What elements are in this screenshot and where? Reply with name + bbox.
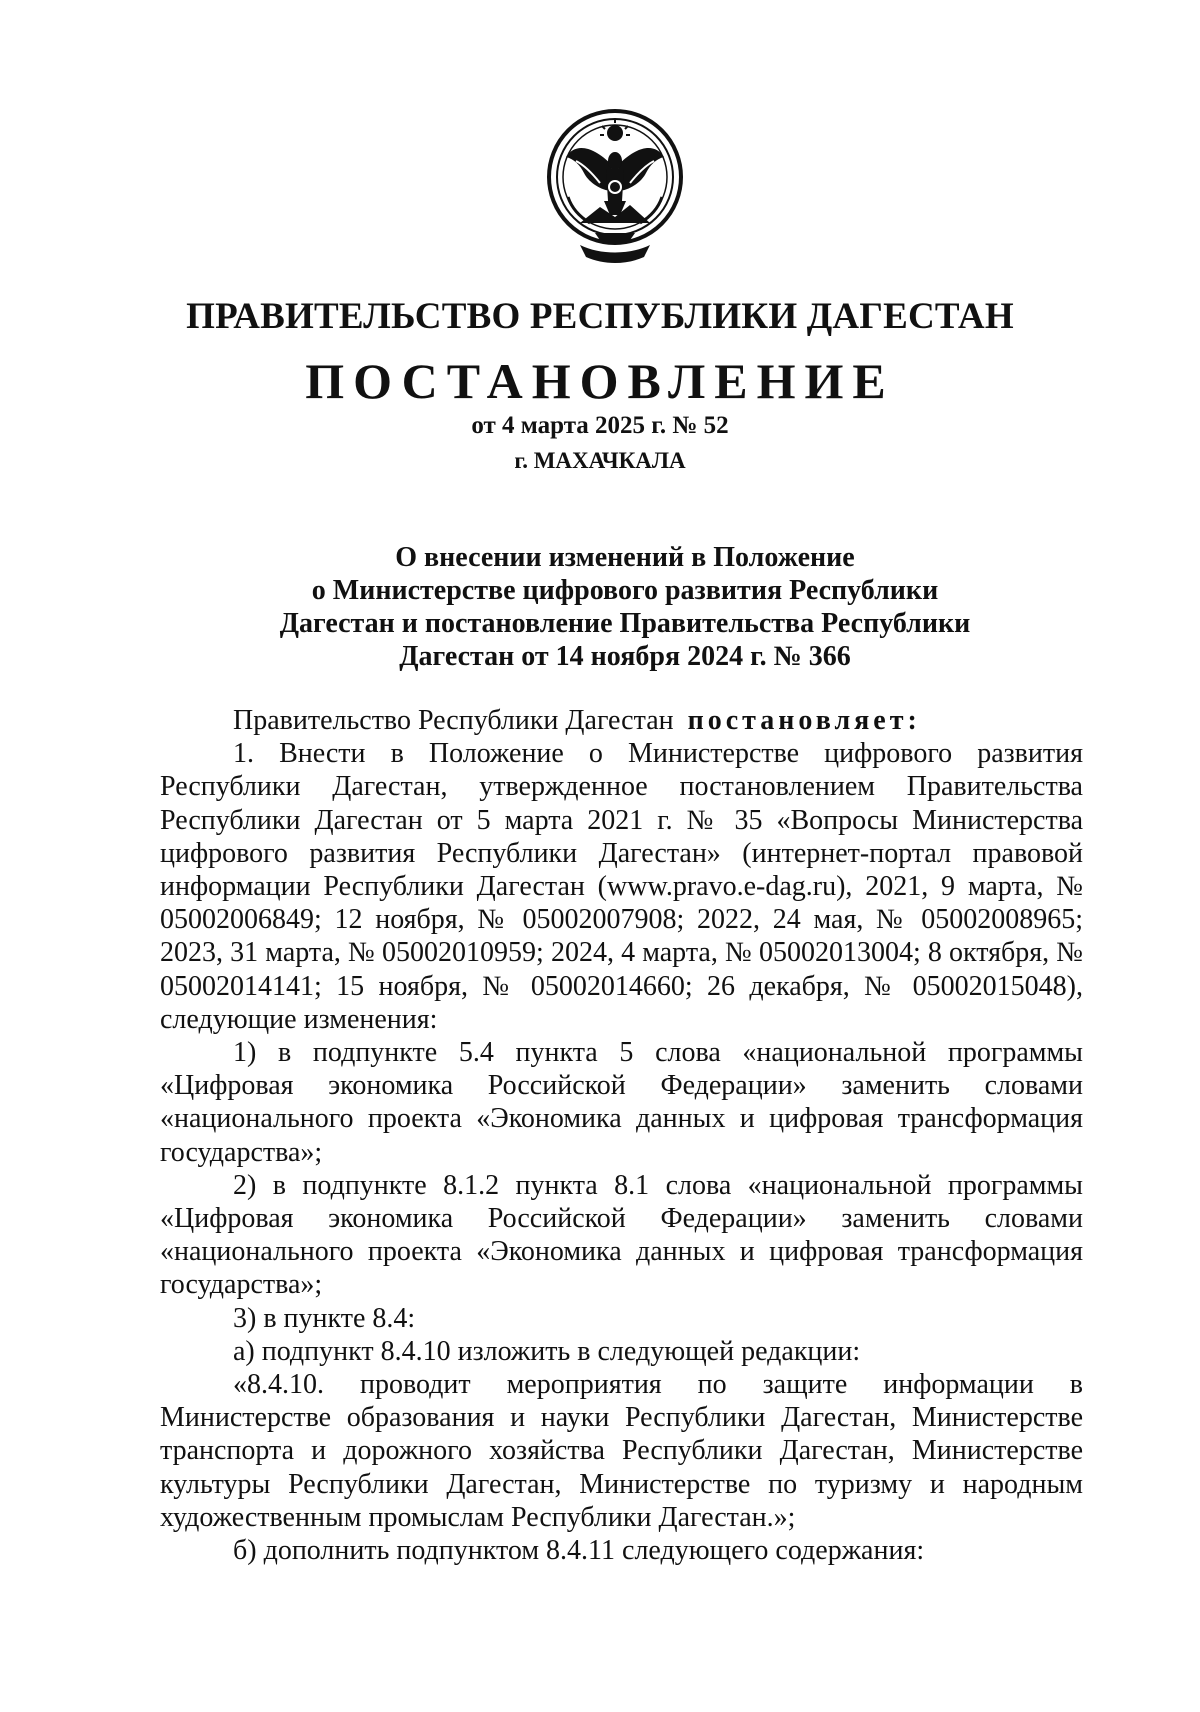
preamble-text: Правительство Республики Дагестан bbox=[233, 705, 674, 736]
document-date-number: от 4 марта 2025 г. № 52 bbox=[471, 412, 729, 439]
subject-line: о Министерстве цифрового развития Республики bbox=[311, 575, 939, 606]
coat-of-arms-icon bbox=[540, 105, 690, 275]
subject-line: О внесении изменений в Положение bbox=[395, 542, 855, 573]
body-paragraph: «8.4.10. проводит мероприятия по защите информации в Министерстве образования и науки Республики Дагестан, Министерстве транспорта и дорожного хозяйства Республики Дагестан, Министерстве культуры Республики Дагестан, Министерстве по туризму и народным художественным промыслам Республики Дагестан.»; bbox=[160, 1369, 1083, 1533]
preamble-paragraph bbox=[160, 704, 1083, 737]
subject-line: Дагестан от 14 ноября 2024 г. № 366 bbox=[399, 641, 851, 672]
body-paragraph: 3) в пункте 8.4: bbox=[233, 1302, 416, 1334]
subject-line: Дагестан и постановление Правительства Республики bbox=[279, 608, 971, 639]
document-city: г. МАХАЧКАЛА bbox=[514, 448, 686, 473]
body-paragraph: 1) в подпункте 5.4 пункта 5 слова «национальной программы «Цифровая экономика Российской Федерации» заменить словами «национального проекта «Экономика данных и цифровая трансформация государства»; bbox=[160, 1037, 1083, 1168]
document-type-title: ПОСТАНОВЛЕНИЕ bbox=[305, 353, 895, 409]
body-paragraph: б) дополнить подпунктом 8.4.11 следующего содержания: bbox=[233, 1535, 925, 1567]
body-paragraph: 1. Внести в Положение о Министерстве цифрового развития Республики Дагестан, утвержденное постановлением Правительства Республики Дагестан от 5 марта 2021 г. № 35 «Вопросы Министерства цифрового развития Республики Дагестан» (интернет-портал правовой информации Республики Дагестан (www.pravo.e-dag.ru), 2021, 9 марта, № 05002006849; 12 ноября, № 05002007908; 2022, 24 мая, № 05002008965; 2023, 31 марта, № 05002010959; 2024, 4 марта, № 05002013004; 8 октября, № 05002014141; 15 ноября, № 05002014660; 26 декабря, № 05002015048), следующие изменения: bbox=[160, 738, 1083, 1035]
document-subject bbox=[160, 541, 1090, 673]
organization-title: ПРАВИТЕЛЬСТВО РЕСПУБЛИКИ ДАГЕСТАН bbox=[186, 296, 1014, 337]
emblem-graphic bbox=[540, 105, 690, 275]
body-paragraph: 2) в подпункте 8.1.2 пункта 8.1 слова «национальной программы «Цифровая экономика Российской Федерации» заменить словами «национального проекта «Экономика данных и цифровая трансформация государства»; bbox=[160, 1169, 1083, 1301]
body-paragraph: а) подпункт 8.4.10 изложить в следующей редакции: bbox=[233, 1335, 861, 1367]
document-body bbox=[160, 704, 1083, 1567]
preamble-verb: постановляет: bbox=[687, 705, 921, 736]
